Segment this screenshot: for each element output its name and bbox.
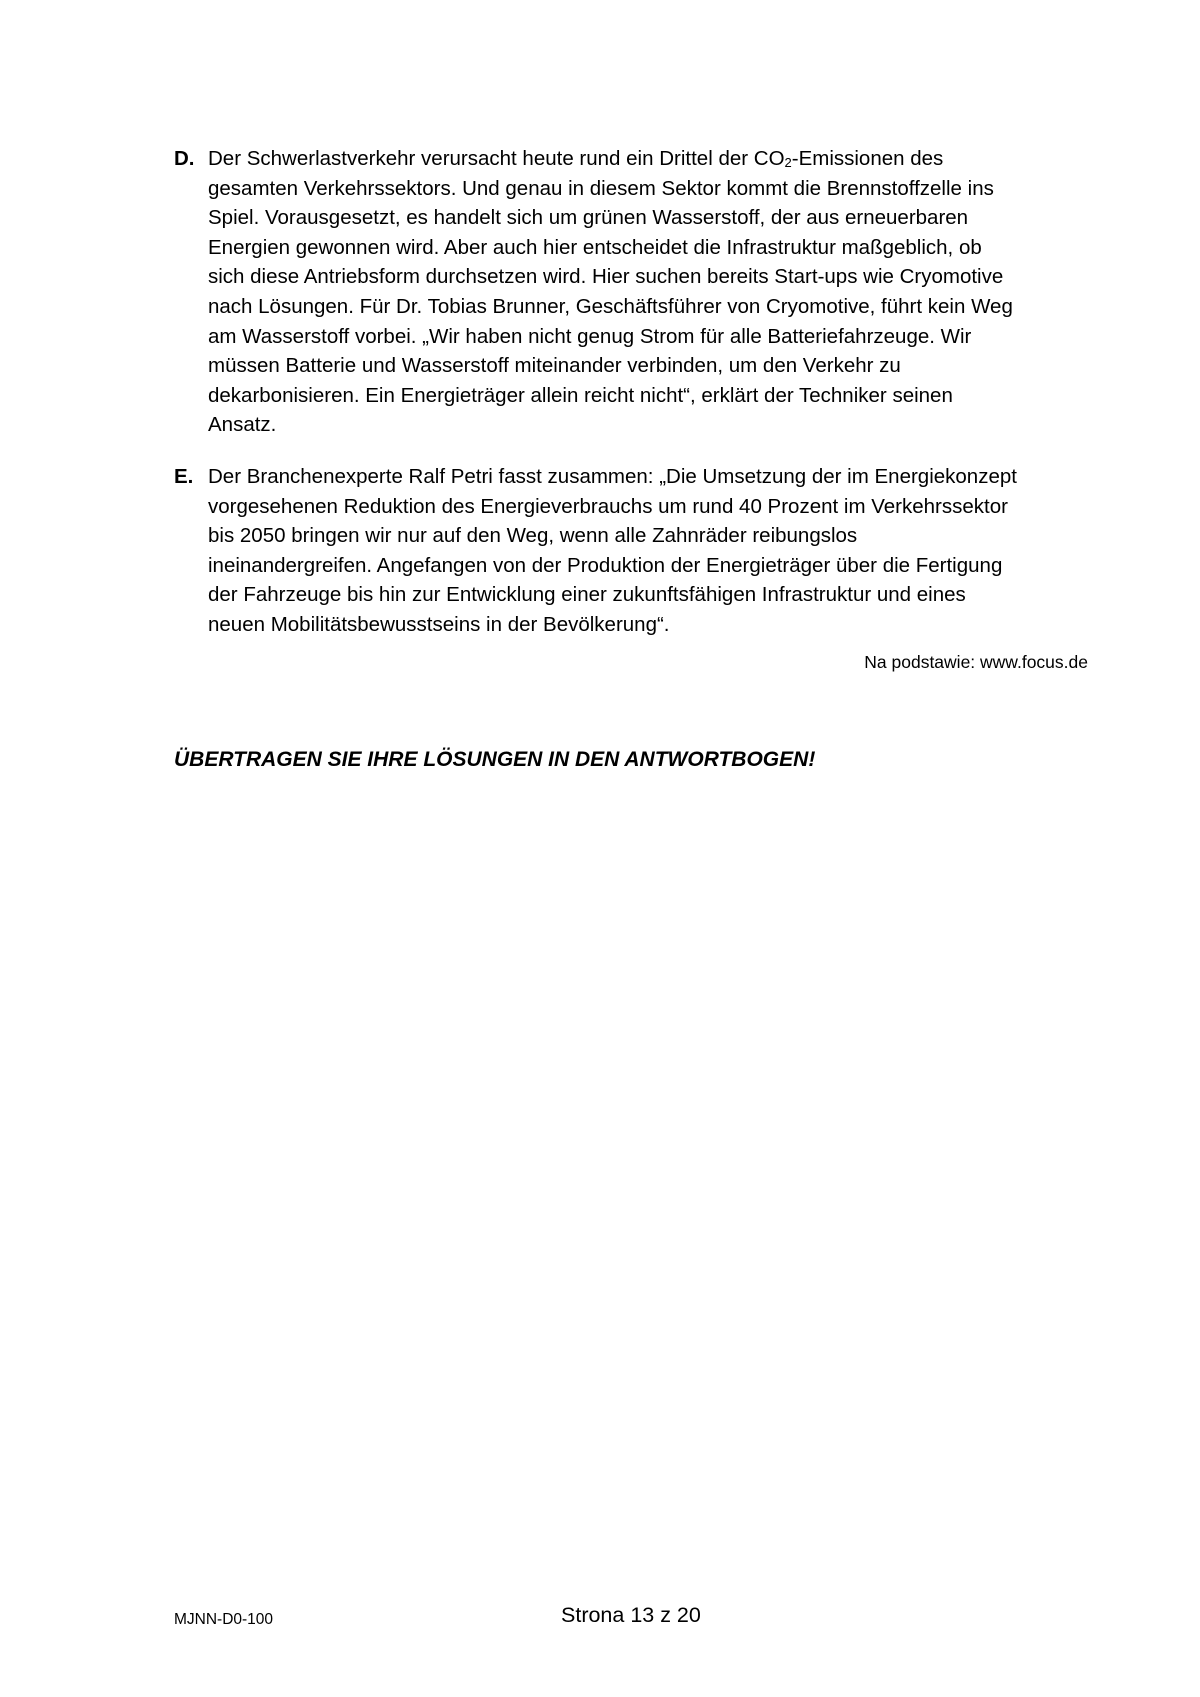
paragraph-e-line-3: bis 2050 bringen wir nur auf den Weg, wenn alle Zahnräder reibungslos xyxy=(208,524,858,548)
paragraph-d-line-1 xyxy=(208,144,1100,174)
paragraph-d-letter: D. xyxy=(174,147,195,170)
paragraph-d-line-1-start: Der Schwerlastverkehr verursacht heute rund ein Drittel der CO xyxy=(208,147,785,170)
paragraph-d xyxy=(174,144,1100,440)
paragraph-e xyxy=(174,462,1100,640)
paragraph-d-line-2: gesamten Verkehrssektors. Und genau in diesem Sektor kommt die Brennstoffzelle ins xyxy=(208,176,994,200)
paragraph-d-line-6: nach Lösungen. Für Dr. Tobias Brunner, Geschäftsführer von Cryomotive, führt kein Weg xyxy=(208,294,1013,318)
paragraph-e-line-1: Der Branchenexperte Ralf Petri fasst zusammen: „Die Umsetzung der im Energiekonzept xyxy=(208,465,1017,488)
transfer-instruction: ÜBERTRAGEN SIE IHRE LÖSUNGEN IN DEN ANTWORTBOGEN! xyxy=(174,748,816,771)
paragraph-d-line-5: sich diese Antriebsform durchsetzen wird. Hier suchen bereits Start-ups wie Cryomotive xyxy=(208,265,1004,289)
paragraph-e-line-5: der Fahrzeuge bis hin zur Entwicklung einer zukunftsfähigen Infrastruktur und eines xyxy=(208,583,966,607)
co2-subscript: 2 xyxy=(784,155,792,170)
source-citation: Na podstawie: www.focus.de xyxy=(864,652,1088,672)
paragraph-d-line-3: Spiel. Vorausgesetzt, es handelt sich um grünen Wasserstoff, der aus erneuerbaren xyxy=(208,206,969,230)
paragraph-d-line-10: Ansatz. xyxy=(208,413,277,437)
paragraph-d-line-9: dekarbonisieren. Ein Energieträger allein reicht nicht“, erklärt der Techniker seinen xyxy=(208,383,953,407)
paragraph-d-line-8: müssen Batterie und Wasserstoff miteinander verbinden, um den Verkehr zu xyxy=(208,354,901,378)
paragraph-e-text xyxy=(208,462,1100,640)
paragraph-e-letter: E. xyxy=(174,465,194,488)
paragraph-e-line-6: neuen Mobilitätsbewusstseins in der Bevölkerung“. xyxy=(208,612,670,636)
exam-code: MJNN-D0-100 xyxy=(174,1611,274,1628)
paragraph-d-line-7: am Wasserstoff vorbei. „Wir haben nicht genug Strom für alle Batteriefahrzeuge. Wir xyxy=(208,324,972,348)
paragraph-e-line-4: ineinandergreifen. Angefangen von der Produktion der Energieträger über die Fertigung xyxy=(208,553,1003,577)
paragraph-d-line-1-end: -Emissionen des xyxy=(791,147,944,170)
page-number: Strona 13 z 20 xyxy=(561,1603,701,1627)
paragraph-d-text xyxy=(208,144,1100,440)
paragraph-d-line-4: Energien gewonnen wird. Aber auch hier entscheidet die Infrastruktur maßgeblich, ob xyxy=(208,235,982,259)
paragraph-e-line-2: vorgesehenen Reduktion des Energieverbrauchs um rund 40 Prozent im Verkehrssektor xyxy=(208,494,1008,518)
